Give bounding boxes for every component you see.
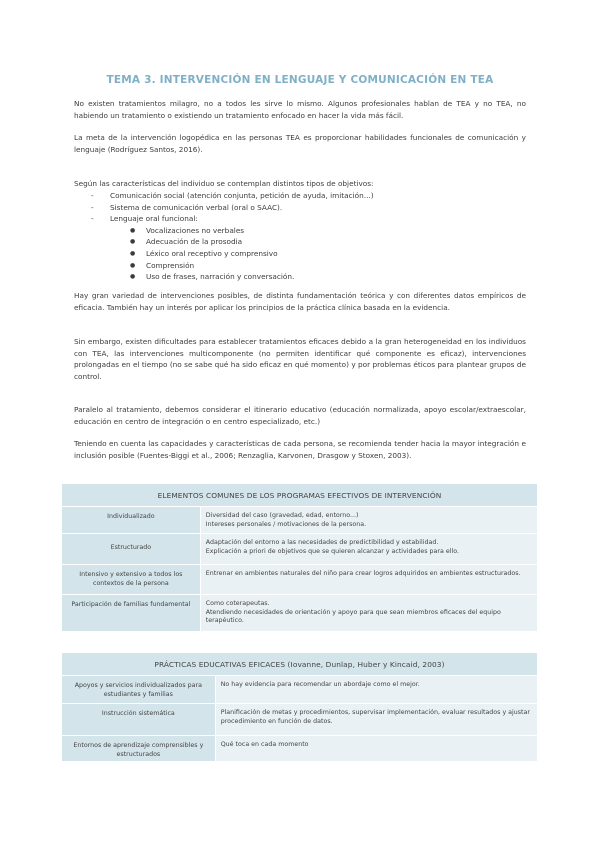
table-row (62, 595, 538, 632)
paragraph-goal: La meta de la intervención logopédica en las personas TEA es proporcionar habilidades funcionales de comunicación y lenguaje (Rodríguez Santos, 2016). (74, 133, 526, 154)
row-value: Planificación de metas y procedimientos, supervisar implementación, evaluar resultados y ajustar procedimiento en función de datos. (215, 704, 537, 736)
row-value: Adaptación del entorno a las necesidades de predictibilidad y estabilidad. Explicación a priori de objetivos que se quieren alcanzar y actividades para ello. (200, 534, 537, 565)
table-row (62, 704, 538, 736)
row-label: Intensivo y extensivo a todos los contextos de la persona (62, 565, 201, 595)
list-item: ● Léxico oral receptivo y comprensivo (130, 248, 278, 258)
paragraph-variety: Hay gran variedad de intervenciones posibles, de distinta fundamentación teórica y con diferentes datos empíricos de eficacia. También hay un interés por aplicar los principios de la práctica clínica basada en la evidencia. (74, 291, 526, 312)
table-row (62, 507, 538, 534)
table-row (62, 534, 538, 565)
row-label: Apoyos y servicios individualizados para estudiantes y familias (62, 676, 216, 704)
row-label: Instrucción sistemática (62, 704, 216, 736)
row-value: Qué toca en cada momento (215, 736, 537, 762)
paragraph-inclusion: Teniendo en cuenta las capacidades y características de cada persona, se recomienda tender hacia la mayor integración e inclusión posible (Fuentes-Biggi et al., 2006; Renzaglia, Karvonen, Drasgow y Stoxen, 2003). (74, 439, 526, 460)
table-effective-practices (61, 652, 538, 762)
list-item: ● Uso de frases, narración y conversación. (130, 272, 295, 282)
row-value: Entrenar en ambientes naturales del niño para crear logros adquiridos en ambientes estructurados. (200, 565, 537, 595)
paragraph-itinerary: Paralelo al tratamiento, debemos considerar el itinerario educativo (educación normalizada, apoyo escolar/extraescolar, educación en centro de integración o en centro especializado, etc.) (74, 405, 526, 426)
paragraph-difficulties: Sin embargo, existen dificultades para establecer tratamientos eficaces debido a la gran heterogeneidad en los individuos con TEA, las intervenciones multicomponente (no permiten identificar qué componente es eficaz), intervenciones prolongadas en el tiempo (no se sabe qué ha sido eficaz en qué momento) y por problemas éticos para plantear grupos de control. (74, 337, 526, 381)
objectives-list (74, 190, 526, 283)
list-item: ● Vocalizaciones no verbales (130, 225, 245, 235)
list-item: - Comunicación social (atención conjunta, petición de ayuda, imitación...) (91, 191, 374, 200)
paragraph-objectives-intro: Según las características del individuo se contemplan distintos tipos de objetivos: (74, 179, 374, 188)
table-row (62, 565, 538, 595)
table-header: PRÁCTICAS EDUCATIVAS EFICACES (Iovanne, Dunlap, Huber y Kincaid, 2003) (62, 653, 538, 676)
row-label: Estructurado (62, 534, 201, 565)
table-header: ELEMENTOS COMUNES DE LOS PROGRAMAS EFECTIVOS DE INTERVENCIÓN (62, 484, 538, 507)
row-label: Individualizado (62, 507, 201, 534)
list-item: - Lenguaje oral funcional: (91, 214, 198, 224)
list-item: - Sistema de comunicación verbal (oral o SAAC). (91, 202, 283, 212)
row-label: Participación de familias fundamental (62, 595, 201, 632)
paragraph-intro: No existen tratamientos milagro, no a todos les sirve lo mismo. Algunos profesionales hablan de TEA y no TEA, no habiendo un tratamiento o existiendo un tratamiento enfocado en hacer la vida más fácil. (74, 99, 526, 120)
table-header-row (62, 484, 538, 507)
table-row (62, 676, 538, 704)
row-value: Diversidad del caso (gravedad, edad, entorno...) Intereses personales / motivaciones de la persona. (200, 507, 537, 534)
table-header-row (62, 653, 538, 676)
row-value: Como coterapeutas. Atendiendo necesidades de orientación y apoyo para que sean miembros eficaces del equipo terapéutico. (200, 595, 537, 632)
table-common-elements (61, 483, 538, 632)
row-label: Entornos de aprendizaje comprensibles y estructurados (62, 736, 216, 762)
list-item: ● Comprensión (130, 260, 195, 270)
page-title: TEMA 3. INTERVENCIÓN EN LENGUAJE Y COMUNICACIÓN EN TEA (106, 74, 494, 86)
row-value: No hay evidencia para recomendar un abordaje como el mejor. (215, 676, 537, 704)
table-row (62, 736, 538, 762)
list-item: ● Adecuación de la prosodia (130, 237, 243, 247)
